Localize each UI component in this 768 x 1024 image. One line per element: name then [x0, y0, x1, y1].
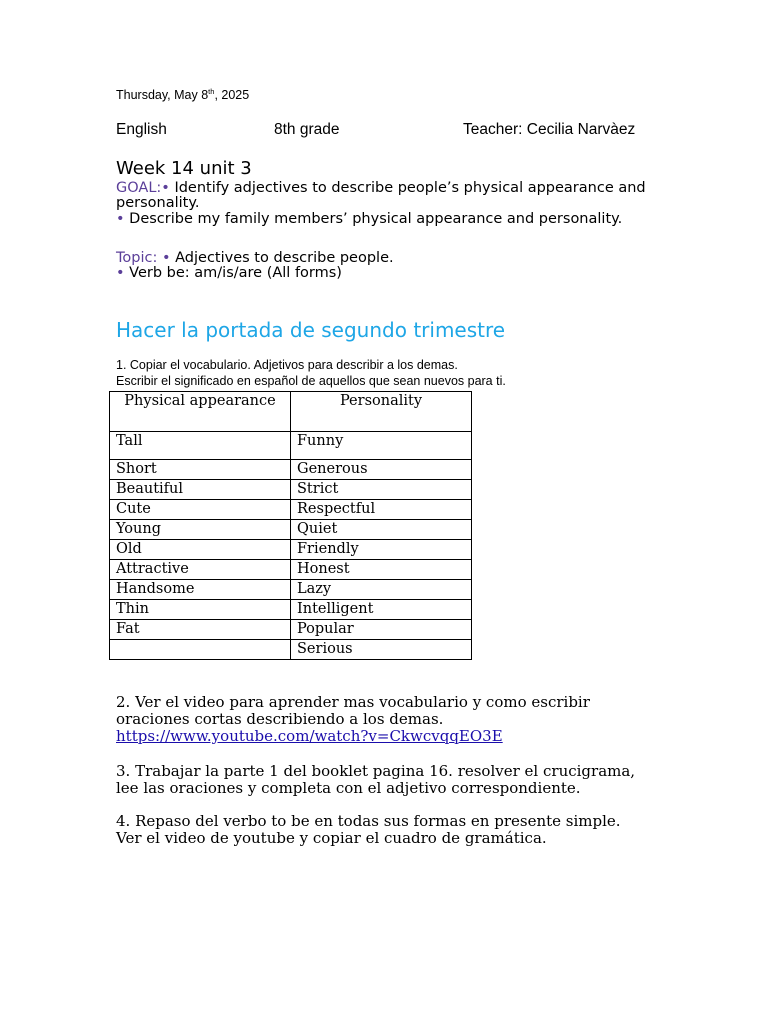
bullet-icon: • [116, 265, 125, 281]
table-row [110, 432, 472, 460]
personality-cell: Respectful [291, 500, 472, 520]
column-header-personality: Personality [291, 392, 472, 432]
personality-cell: Generous [291, 460, 472, 480]
personality-cell: Friendly [291, 540, 472, 560]
topic-label: Topic: [116, 250, 158, 266]
table-row [110, 600, 472, 620]
topic-line-2 [116, 265, 342, 281]
section-heading: Hacer la portada de segundo trimestre [116, 318, 506, 342]
table-row [110, 520, 472, 540]
task-2-line-2: oraciones cortas describiendo a los demas. [116, 710, 444, 728]
grade-label: 8th grade [274, 121, 340, 138]
instruction-line-1: 1. Copiar el vocabulario. Adjetivos para describir a los demas. [116, 358, 458, 372]
goal-text-1: Identify adjectives to describe people’s physical appearance and [169, 180, 646, 196]
physical-appearance-cell: Attractive [110, 560, 291, 580]
table-row [110, 460, 472, 480]
subject-label: English [116, 121, 167, 138]
physical-appearance-cell: Young [110, 520, 291, 540]
task-4-line-2: Ver el video de youtube y copiar el cuadro de gramática. [116, 829, 547, 847]
physical-appearance-cell: Cute [110, 500, 291, 520]
table-row [110, 640, 472, 660]
personality-cell: Popular [291, 620, 472, 640]
week-title: Week 14 unit 3 [116, 158, 252, 179]
personality-cell: Serious [291, 640, 472, 660]
instruction-line-2: Escribir el significado en español de aquellos que sean nuevos para ti. [116, 374, 506, 388]
physical-appearance-cell: Short [110, 460, 291, 480]
task-4-line-1: 4. Repaso del verbo to be en todas sus formas en presente simple. [116, 812, 621, 830]
topic-text-2: Verb be: am/is/are (All forms) [124, 265, 342, 281]
task-3-line-2: lee las oraciones y completa con el adjetivo correspondiente. [116, 779, 581, 797]
table-row [110, 500, 472, 520]
bullet-icon: • [161, 250, 171, 266]
date-year: , 2025 [214, 88, 250, 102]
physical-appearance-cell: Fat [110, 620, 291, 640]
table-row [110, 480, 472, 500]
goal-text-2: personality. [116, 195, 200, 211]
personality-cell: Funny [291, 432, 472, 460]
personality-cell: Intelligent [291, 600, 472, 620]
personality-cell: Honest [291, 560, 472, 580]
table-header-row [110, 392, 472, 432]
goal-text-3: Describe my family members’ physical appearance and personality. [124, 211, 623, 227]
goal-line-1 [116, 180, 646, 196]
personality-cell: Quiet [291, 520, 472, 540]
topic-line-1 [116, 250, 394, 266]
bullet-icon: • [161, 180, 170, 196]
physical-appearance-cell: Thin [110, 600, 291, 620]
date-text: Thursday, May 8 [116, 88, 209, 102]
physical-appearance-cell: Beautiful [110, 480, 291, 500]
physical-appearance-cell: Old [110, 540, 291, 560]
personality-cell: Lazy [291, 580, 472, 600]
table-row [110, 560, 472, 580]
physical-appearance-cell: Handsome [110, 580, 291, 600]
date-superscript: th [208, 86, 215, 96]
physical-appearance-cell [110, 640, 291, 660]
task-2-line-1: 2. Ver el video para aprender mas vocabulario y como escribir [116, 693, 590, 711]
column-header-physical: Physical appearance [110, 392, 291, 432]
goal-line-3 [116, 211, 622, 227]
date-line [116, 88, 249, 102]
table-row [110, 580, 472, 600]
personality-cell: Strict [291, 480, 472, 500]
topic-text-1: Adjectives to describe people. [170, 250, 394, 266]
physical-appearance-cell: Tall [110, 432, 291, 460]
bullet-icon: • [116, 211, 125, 227]
video-link[interactable]: https://www.youtube.com/watch?v=CkwcvqqEO3E [116, 727, 503, 745]
table-row [110, 620, 472, 640]
vocabulary-table [109, 391, 472, 660]
table-row [110, 540, 472, 560]
task-3-line-1: 3. Trabajar la parte 1 del booklet pagina 16. resolver el crucigrama, [116, 762, 636, 780]
goal-label: GOAL: [116, 180, 162, 196]
teacher-label: Teacher: Cecilia Narvàez [463, 121, 636, 138]
